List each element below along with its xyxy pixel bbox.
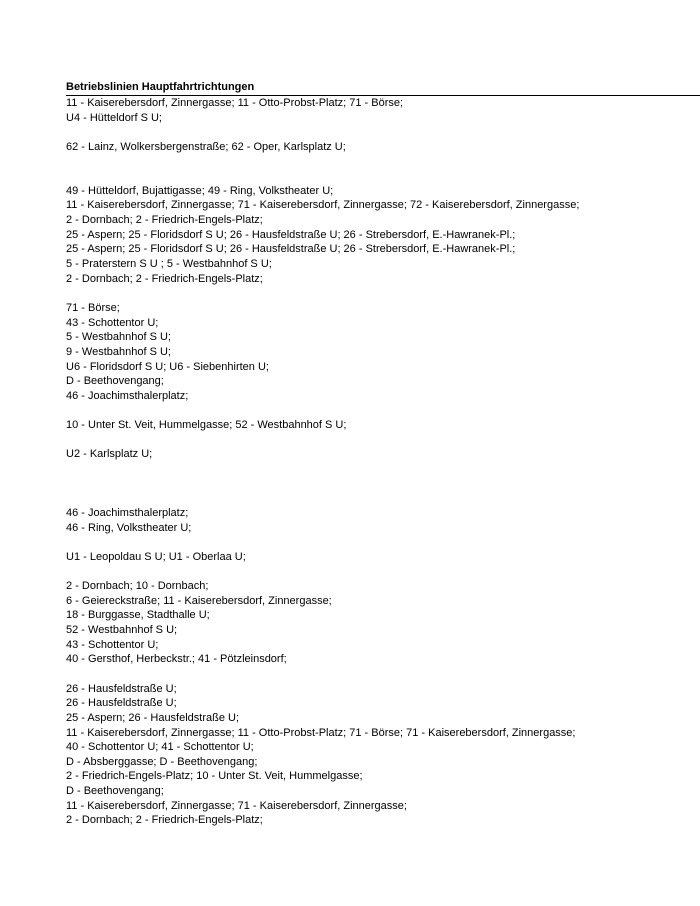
blank-row — [66, 491, 700, 506]
route-row: 2 - Dornbach; 2 - Friedrich-Engels-Platz; — [66, 214, 263, 227]
route-row: 25 - Aspern; 25 - Floridsdorf S U; 26 - Hausfeldstraße U; 26 - Strebersdorf, E.-Hawranek-Pl.; — [66, 228, 516, 241]
route-row: D - Beethovengang; — [66, 785, 164, 798]
route-row: 11 - Kaiserebersdorf, Zinnergasse; 71 - Kaiserebersdorf, Zinnergasse; 72 - Kaiserebersdorf, Zinnergasse; — [66, 199, 580, 212]
route-row: 43 - Schottentor U; — [66, 638, 159, 651]
route-row: 2 - Dornbach; 2 - Friedrich-Engels-Platz; — [66, 814, 263, 827]
route-row: 40 - Gersthof, Herbeckstr.; 41 - Pötzleinsdorf; — [66, 653, 287, 666]
route-row: 46 - Joachimsthalerplatz; — [66, 389, 189, 402]
route-row: 49 - Hütteldorf, Bujattigasse; 49 - Ring, Volkstheater U; — [66, 184, 334, 197]
blank-row — [66, 155, 700, 170]
blank-row — [66, 667, 700, 682]
route-row: 52 - Westbahnhof S U; — [66, 624, 178, 637]
blank-row — [66, 169, 700, 184]
route-row: 18 - Burggasse, Stadthalle U; — [66, 609, 210, 622]
spreadsheet-sheet — [66, 80, 700, 828]
route-row: 40 - Schottentor U; 41 - Schottentor U; — [66, 741, 254, 754]
route-row: D - Absberggasse; D - Beethovengang; — [66, 755, 258, 768]
route-row: 46 - Joachimsthalerplatz; — [66, 506, 189, 519]
blank-row — [66, 433, 700, 448]
route-row: 25 - Aspern; 26 - Hausfeldstraße U; — [66, 711, 240, 724]
blank-row — [66, 565, 700, 580]
route-row: 46 - Ring, Volkstheater U; — [66, 521, 192, 534]
blank-row — [66, 535, 700, 550]
route-row: U2 - Karlsplatz U; — [66, 448, 153, 461]
blank-row — [66, 477, 700, 492]
blank-row — [66, 462, 700, 477]
route-row: U1 - Leopoldau S U; U1 - Oberlaa U; — [66, 550, 246, 563]
route-row: 11 - Kaiserebersdorf, Zinnergasse; 11 - Otto-Probst-Platz; 71 - Börse; — [66, 97, 404, 109]
route-list — [66, 96, 700, 828]
route-row: 5 - Westbahnhof S U; — [66, 331, 171, 344]
column-header: Betriebslinien Hauptfahrtrichtungen — [66, 80, 700, 96]
route-row: 9 - Westbahnhof S U; — [66, 345, 171, 358]
route-row: 43 - Schottentor U; — [66, 316, 159, 329]
route-row: 11 - Kaiserebersdorf, Zinnergasse; 71 - Kaiserebersdorf, Zinnergasse; — [66, 799, 407, 812]
blank-row — [66, 403, 700, 418]
route-row: 2 - Friedrich-Engels-Platz; 10 - Unter St. Veit, Hummelgasse; — [66, 770, 363, 783]
blank-row — [66, 286, 700, 301]
route-row: 11 - Kaiserebersdorf, Zinnergasse; 11 - Otto-Probst-Platz; 71 - Börse; 71 - Kaiserebersdorf, Zinnergasse; — [66, 726, 576, 739]
route-row: U6 - Floridsdorf S U; U6 - Siebenhirten U; — [66, 360, 269, 373]
route-row: 26 - Hausfeldstraße U; — [66, 697, 177, 710]
route-row: 62 - Lainz, Wolkersbergenstraße; 62 - Oper, Karlsplatz U; — [66, 140, 346, 153]
route-row: U4 - Hütteldorf S U; — [66, 111, 162, 124]
route-row: 2 - Dornbach; 10 - Dornbach; — [66, 580, 209, 593]
route-row: 5 - Praterstern S U ; 5 - Westbahnhof S U; — [66, 258, 272, 271]
route-row: 71 - Börse; — [66, 301, 120, 314]
route-row: D - Beethovengang; — [66, 375, 164, 388]
route-row: 26 - Hausfeldstraße U; — [66, 682, 177, 695]
route-row: 25 - Aspern; 25 - Floridsdorf S U; 26 - Hausfeldstraße U; 26 - Strebersdorf, E.-Hawranek-Pl.; — [66, 243, 516, 256]
blank-row — [66, 125, 700, 140]
route-row: 10 - Unter St. Veit, Hummelgasse; 52 - Westbahnhof S U; — [66, 419, 347, 432]
route-row: 2 - Dornbach; 2 - Friedrich-Engels-Platz; — [66, 272, 263, 285]
route-row: 6 - Geiereckstraße; 11 - Kaiserebersdorf, Zinnergasse; — [66, 594, 332, 607]
